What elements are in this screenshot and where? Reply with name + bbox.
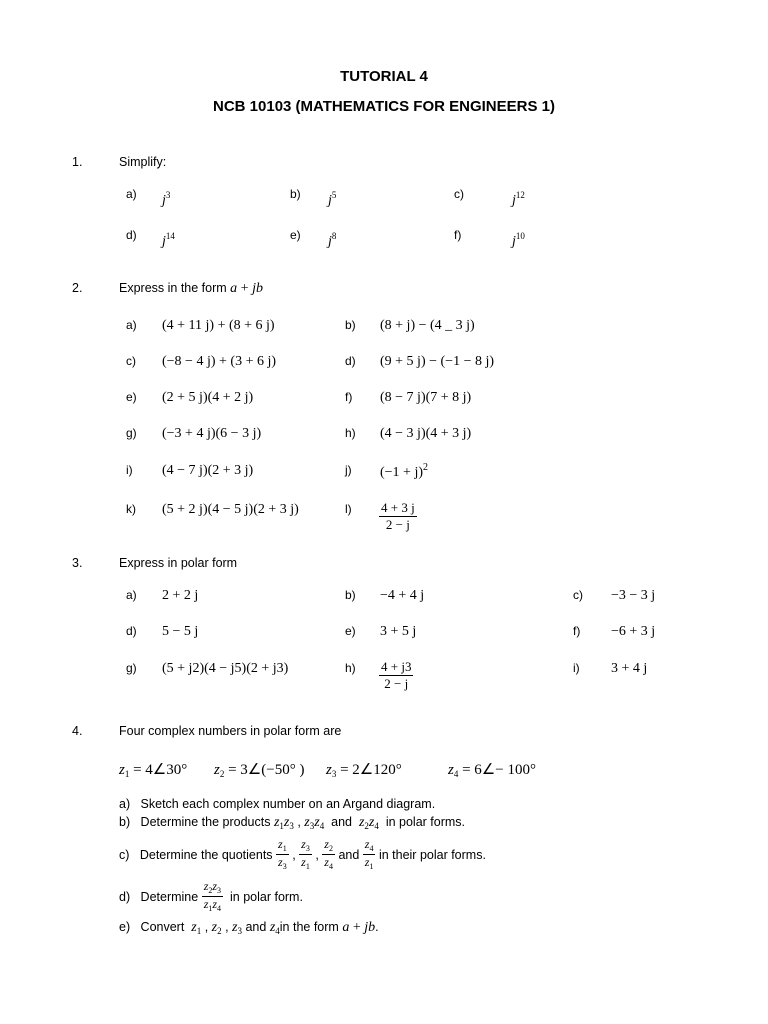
q3-label-a: a): [126, 588, 137, 602]
q4-z1: $z_1$ = 4∠30°: [119, 762, 188, 779]
q3-expr-b: −4 + 4 j: [380, 588, 425, 603]
q3-label-c: c): [573, 588, 583, 602]
q2-expr-h: (4 − 3 j)(4 + 3 j): [380, 426, 472, 441]
q4-part-d: d) Determine $\frac{z_2z_3}{z_1z_4}$ in polar form.: [119, 879, 303, 914]
q2-expr-c: (−8 − 4 j) + (3 + 6 j): [162, 354, 277, 369]
q2-label-h: h): [345, 426, 356, 440]
q2-label-e: e): [126, 390, 137, 404]
q1-expr-a: $j^3$: [162, 190, 171, 208]
q1-label-c: c): [454, 187, 464, 201]
q4-part-e: e) Convert $z_1$ , $z_2$ , $z_3$ and $z_4in$ the form a + jb.: [119, 920, 379, 936]
q3-label-d: d): [126, 624, 137, 638]
q2-expr-e: (2 + 5 j)(4 + 2 j): [162, 390, 254, 405]
q2-label-j: j): [345, 463, 352, 477]
q3-label-h: h): [345, 661, 356, 675]
q3-label-e: e): [345, 624, 356, 638]
q1-label-f: f): [454, 228, 462, 242]
q3-label-g: g): [126, 661, 137, 675]
q1-label-d: d): [126, 228, 137, 242]
q2-label-i: i): [126, 463, 133, 477]
q1-expr-e: $j^8$: [328, 231, 337, 249]
course-title: NCB 10103 (MATHEMATICS FOR ENGINEERS 1): [213, 98, 555, 115]
q4-z4: $z_4$ = 6∠− 100°: [448, 762, 536, 779]
q3-expr-f: −6 + 3 j: [611, 624, 656, 639]
q3-label-f: f): [573, 624, 581, 638]
q1-expr-f: $j^{10}$: [512, 231, 525, 249]
q3-expr-c: −3 − 3 j: [611, 588, 656, 603]
q3-expr-g: (5 + j2)(4 − j5)(2 + j3): [162, 661, 289, 676]
q3-expr-e: 3 + 5 j: [380, 624, 417, 639]
q2-label-l: l): [345, 502, 352, 516]
q2-expr-d: (9 + 5 j) − (−1 − 8 j): [380, 354, 495, 369]
q2-expr-i: (4 − 7 j)(2 + 3 j): [162, 463, 254, 478]
q2-label-a: a): [126, 318, 137, 332]
q4-prompt: Four complex numbers in polar form are: [119, 724, 342, 738]
q1-expr-b: $j^5$: [328, 190, 337, 208]
q2-expr-l: $\frac{4 + 3 j}{2 - j}$: [381, 500, 415, 532]
q1-label-e: e): [290, 228, 301, 242]
q1-prompt: Simplify:: [119, 155, 167, 169]
q2-label-g: g): [126, 426, 137, 440]
q3-expr-d: 5 − 5 j: [162, 624, 199, 639]
q2-expr-g: (−3 + 4 j)(6 − 3 j): [162, 426, 262, 441]
q3-prompt: Express in polar form: [119, 556, 238, 570]
q3-expr-a: 2 + 2 j: [162, 588, 199, 603]
q2-expr-k: (5 + 2 j)(4 − 5 j)(2 + 3 j): [162, 502, 299, 517]
q3-expr-h: $\frac{4 + j3}{2 - j}$: [381, 659, 412, 691]
q1-expr-c: $j^{12}$: [512, 190, 525, 208]
q3-number: 3.: [72, 556, 83, 570]
q1-label-a: a): [126, 187, 137, 201]
q3-label-i: i): [573, 661, 580, 675]
q4-part-c: c) Determine the quotients $\frac{z_1}{z_3}$ , $\frac{z_3}{z_1}$ , $\frac{z_2}{z_4}$ and $\frac{z_4}{z_1}$ in their polar forms.: [119, 837, 486, 872]
q4-z3: $z_3$ = 2∠120°: [326, 762, 402, 779]
q2-number: 2.: [72, 281, 83, 295]
q2-prompt: Express in the form a + jb: [119, 281, 263, 296]
q2-label-k: k): [126, 502, 136, 516]
page-title: TUTORIAL 4: [340, 68, 428, 85]
q4-z2: $z_2$ = 3∠(−50° ): [214, 762, 305, 779]
q1-label-b: b): [290, 187, 301, 201]
q4-number: 4.: [72, 724, 83, 738]
q2-expr-f: (8 − 7 j)(7 + 8 j): [380, 390, 472, 405]
q3-expr-i: 3 + 4 j: [611, 661, 648, 676]
q2-label-b: b): [345, 318, 356, 332]
q1-expr-d: $j^{14}$: [162, 231, 175, 249]
q2-label-d: d): [345, 354, 356, 368]
q4-part-a: a) Sketch each complex number on an Argand diagram.: [119, 797, 436, 811]
q3-label-b: b): [345, 588, 356, 602]
q2-label-f: f): [345, 390, 353, 404]
q4-part-b: b) Determine the products $z_1z_3$ , $z_3z_4$ and $z_2z_4$ in polar forms.: [119, 815, 466, 831]
q2-expr-j: $(-1 + j)^2$: [380, 462, 429, 480]
q1-number: 1.: [72, 155, 83, 169]
q2-label-c: c): [126, 354, 136, 368]
q2-expr-a: (4 + 11 j) + (8 + 6 j): [162, 318, 275, 333]
q2-expr-b: (8 + j) − (4 _ 3 j): [380, 318, 475, 333]
